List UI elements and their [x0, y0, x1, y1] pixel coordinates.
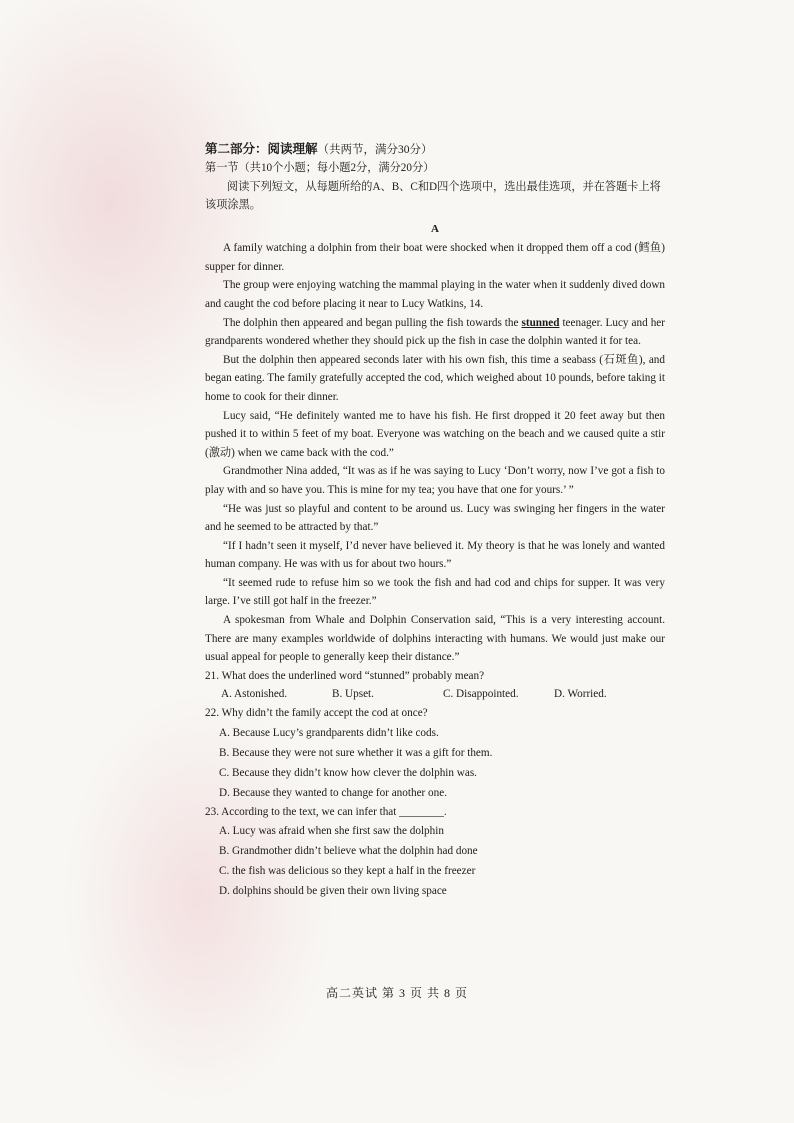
option-d[interactable]: D. dolphins should be given their own living space — [219, 885, 447, 898]
paragraph-text: teenager. Lucy and her grandparents wondered whether they should pick up the fish in case the dolphin wanted it for tea. — [205, 316, 665, 348]
passage-paragraph: Grandmother Nina added, “It was as if he was saying to Lucy ‘Don’t worry, now I’ve got a fish to play with and so have you. This is mine for my tea; you have that one for yours.’ ” — [205, 465, 665, 496]
passage-paragraph: “It seemed rude to refuse him so we took the fish and had cod and chips for supper. It was very large. I’ve still got half in the freezer.” — [205, 576, 665, 608]
option-a[interactable]: A. Lucy was afraid when she first saw the dolphin — [219, 825, 444, 838]
passage-paragraph: “He was just so playful and content to be around us. Lucy was swinging her fingers in the water and he seemed to be attracted by that.” — [205, 502, 665, 534]
option-b[interactable]: B. Because they were not sure whether it was a gift for them. — [219, 746, 493, 759]
question-options — [221, 685, 665, 704]
part-title-text: 第二部分：阅读理解 — [205, 142, 318, 156]
passage-paragraph: “If I hadn’t seen it myself, I’d never have believed it. My theory is that he was lonely and wanted human company. He was with us for about two hours.” — [205, 539, 665, 571]
underlined-word: stunned — [521, 316, 560, 329]
option-c[interactable]: C. Because they didn’t know how clever the dolphin was. — [219, 766, 477, 779]
option-d[interactable]: D. Because they wanted to change for another one. — [219, 786, 448, 799]
page-content — [205, 140, 665, 901]
passage-paragraph: Lucy said, “He definitely wanted me to have his fish. He first dropped it 20 feet away but then pushed it to within 5 feet of my boat. Everyone was watching on the beach and we caused quite a stir (激动) when we came back with the cod.” — [205, 409, 665, 459]
passage-paragraph: A spokesman from Whale and Dolphin Conservation said, “This is a very interesting account. There are many examples worldwide of dolphins interacting with humans. We would just make our usual appeal for people to generally keep their distance.” — [205, 614, 665, 664]
part-subtitle: （共两节，满分30分） — [317, 144, 433, 156]
passage-paragraph: A family watching a dolphin from their boat were shocked when it dropped them off a cod (鳕鱼) supper for dinner. — [205, 242, 665, 273]
part-title — [205, 140, 665, 159]
option-a[interactable]: A. Because Lucy’s grandparents didn’t like cods. — [219, 726, 439, 739]
section-title: 第一节（共10个小题；每小题2分，满分20分） — [205, 162, 435, 174]
passage-label: A — [431, 222, 439, 235]
passage-paragraph: But the dolphin then appeared seconds later with his own fish, this time a seabass (石斑鱼), and began eating. The family gratefully accepted the cod, which weighed about 10 pounds, before taking it home to cook for their dinner. — [205, 353, 665, 403]
page-footer: 高二英试 第 3 页 共 8 页 — [325, 986, 468, 1000]
option-c[interactable]: C. Disappointed. — [443, 688, 519, 701]
option-c[interactable]: C. the fish was delicious so they kept a half in the freezer — [219, 865, 476, 878]
question-stem: 22. Why didn’t the family accept the cod at once? — [205, 707, 428, 720]
option-a[interactable]: A. Astonished. — [221, 688, 288, 701]
option-b[interactable]: B. Grandmother didn’t believe what the dolphin had done — [219, 845, 478, 858]
passage-paragraph — [205, 314, 665, 351]
option-d[interactable]: D. Worried. — [554, 688, 607, 701]
passage-paragraph: The group were enjoying watching the mammal playing in the water when it suddenly dived down and caught the cod before placing it near to Lucy Watkins, 14. — [205, 279, 665, 310]
instructions: 阅读下列短文，从每题所给的A、B、C和D四个选项中，选出最佳选项，并在答题卡上将该项涂黑。 — [205, 180, 661, 211]
question-stem: 21. What does the underlined word “stunned” probably mean? — [205, 669, 485, 682]
option-b[interactable]: B. Upset. — [332, 688, 374, 701]
question-stem: 23. According to the text, we can infer that ________. — [205, 805, 447, 818]
paragraph-text: The dolphin then appeared and began pulling the fish towards the — [223, 316, 522, 329]
